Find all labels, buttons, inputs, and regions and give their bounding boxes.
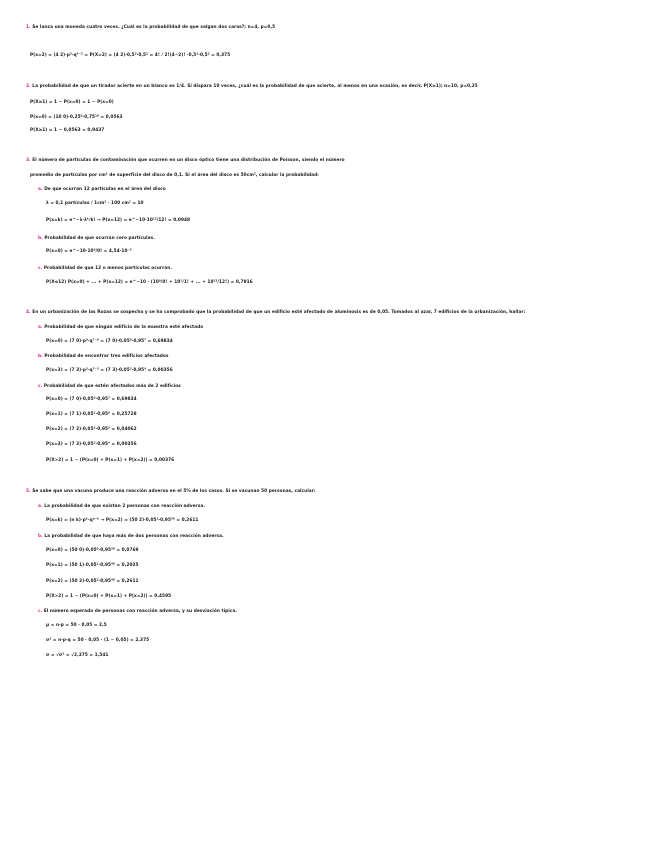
problem-4-statement <box>26 310 525 316</box>
problem-4b-prompt <box>38 354 169 360</box>
problem-4b-letter: b. <box>38 354 43 359</box>
problem-5-statement <box>26 489 316 495</box>
problem-5c-line-2: σ² = n·p·q = 50 · 0,05 · (1 − 0,05) = 2,375 <box>46 638 150 643</box>
problem-3b-prompt <box>38 236 155 242</box>
problem-5a-line-1: P(x=k) = (n k)·pᵏ·qⁿ⁻ᵏ → P(x=2) = (50 2)·0,05²·0,95⁴⁸ = 0,2611 <box>46 518 199 523</box>
problem-4a-text: Probabilidad de que ningún edificio de la muestra esté afectado <box>44 325 204 330</box>
problem-5b-letter: b. <box>38 534 43 539</box>
problem-3-number: 3. <box>26 158 31 163</box>
problem-3-statement-cont: promedio de partículas por cm² de superficie del disco de 0,1. Si el área del disco es 50cm², calcular la probabilidad: <box>30 173 320 178</box>
problem-3-statement <box>26 158 345 164</box>
problem-5-number: 5. <box>26 489 31 494</box>
problem-5b-prompt <box>38 534 224 540</box>
problem-3b-text: Probabilidad de que ocurran cero partículas. <box>44 236 155 241</box>
problem-5c-letter: c. <box>38 609 43 614</box>
problem-1-line-1: P(x=2) = (4 2)·p²·q⁴⁻² = P(X=2) = (4 2)·0,5²·0,5² = 4! / 2!(4−2)! ·0,5²·0,5² = 0,375 <box>30 53 231 58</box>
problem-5a-prompt <box>38 504 205 510</box>
problem-3a-line-1: λ = 0,1 partículas / 1cm² · 100 cm² = 10 <box>46 201 144 206</box>
problem-4a-letter: a. <box>38 325 43 330</box>
problem-3c-line-1: P(X≤12) P(x=0) + ... + P(x=12) = e^−10 · (10⁰/0! + 10¹/1! + ... + 10¹²/12!) = 0,7916 <box>46 280 253 285</box>
problem-1-statement <box>26 25 275 31</box>
problem-5c-text: El número esperado de personas con reacción adversa, y su desviación típica. <box>43 609 237 614</box>
problem-3-text: El número de partículas de contaminación que ocurren en un disco óptico tiene una distribución de Poisson, siendo el número <box>32 158 345 163</box>
problem-5b-line-1: P(x=0) = (50 0)·0,05⁰·0,95⁵⁰ = 0,0769 <box>46 548 139 553</box>
problem-2-text: La probabilidad de que un tirador acierte en un blanco es 1/4. Si dispara 10 veces, ¿cuál es la probabilidad de que acierte, al menos en una ocasión, es decir, P(X≥1); n=10, p=0,25 <box>32 84 478 89</box>
problem-4-text: En un urbanización de las Rozas se sospecha y se ha comprobado que la probabilidad de que un edificio esté afectado de aluminosis es de 0,05. Tomados al azar, 7 edificios de la urbanización, hallar: <box>32 310 526 315</box>
problem-4c-line-2: P(x=1) = (7 1)·0,05¹·0,95⁶ = 0,25728 <box>46 412 137 417</box>
problem-5a-text: La probabilidad de que existan 2 personas con reacción adversa. <box>44 504 205 509</box>
problem-4c-letter: c. <box>38 384 43 389</box>
problem-3b-letter: b. <box>38 236 43 241</box>
problem-5b-line-3: P(x=2) = (50 2)·0,05²·0,95⁴⁸ = 0,2611 <box>46 579 139 584</box>
problem-3c-letter: c. <box>38 266 43 271</box>
problem-3c-text: Probabilidad de que 12 o menos partículas ocurran. <box>43 266 173 271</box>
problem-1-text: Se lanza una moneda cuatro veces. ¿Cuál es la probabilidad de que salgan dos caras?; n=4, p=0,5 <box>32 25 276 30</box>
problem-2-line-2: P(x=0) = (10 0)·0,25⁰·0,75¹⁰ = 0,0563 <box>30 115 123 120</box>
problem-5b-line-4: P(X>2) = 1 − (P(x=0) + P(x=1) + P(x=2)) = 0,4595 <box>46 594 172 599</box>
problem-4c-prompt <box>38 384 181 390</box>
problem-4b-line-1: P(x=3) = (7 3)·p³·q⁷⁻³ = (7 3)·0,05³·0,95⁴ = 0,00356 <box>46 368 173 373</box>
problem-4c-line-4: P(x=3) = (7 3)·0,05³·0,95⁴ = 0,00356 <box>46 442 137 447</box>
problem-4c-text: Probabilidad de que estén afectados más de 2 edificios <box>43 384 181 389</box>
problem-3a-line-2: P(x=k) = e^−λ·λᵏ/k! → P(x=12) = e^−10·10¹²/12! = 0,0948 <box>46 218 191 223</box>
problem-5b-line-2: P(x=1) = (50 1)·0,05¹·0,95⁴⁹ = 0,2025 <box>46 563 139 568</box>
problem-1-number: 1. <box>26 25 31 30</box>
problem-4a-prompt <box>38 325 203 331</box>
problem-3a-prompt <box>38 187 166 193</box>
problem-2-line-1: P(X≥1) = 1 − P(x=0) = 1 − P(x=0) <box>30 100 114 105</box>
problem-4c-line-1: P(x=0) = (7 0)·0,05⁰·0,95⁷ = 0,69834 <box>46 397 137 402</box>
problem-5c-prompt <box>38 609 237 615</box>
problem-4c-line-5: P(X>2) = 1 − (P(x=0) + P(x=1) + P(x=2)) = 0,00376 <box>46 458 175 463</box>
problem-5c-line-3: σ = √σ² = √2,375 = 1,541 <box>46 653 109 658</box>
problem-3c-prompt <box>38 266 172 272</box>
problem-4b-text: Probabilidad de encontrar tres edificios afectados <box>44 354 169 359</box>
problem-3b-line-1: P(x=0) = e^−10·10⁰/0! = 4,54·10⁻⁵ <box>46 249 132 254</box>
problem-3a-letter: a. <box>38 187 43 192</box>
problem-3a-text: De que ocurran 12 partículas en el área del disco <box>44 187 166 192</box>
problem-5c-line-1: μ = n·p = 50 · 0,05 = 2,5 <box>46 623 107 628</box>
problem-2-statement <box>26 84 478 90</box>
problem-2-line-3: P(X≥1) = 1 − 0,0563 = 0,9437 <box>30 128 105 133</box>
problem-5-text: Se sabe que una vacuna produce una reacción adversa en el 5% de los casos. Si se vacunan 50 personas, calcular: <box>32 489 316 494</box>
problem-5b-text: La probabilidad de que haya más de dos personas con reacción adversa. <box>44 534 224 539</box>
problem-5a-letter: a. <box>38 504 43 509</box>
problem-4c-line-3: P(x=2) = (7 2)·0,05²·0,95⁵ = 0,04062 <box>46 427 137 432</box>
problem-4-number: 4. <box>26 310 31 315</box>
problem-2-number: 2. <box>26 84 31 89</box>
problem-4a-line-1: P(x=0) = (7 0)·p⁰·q⁷⁻⁰ = (7 0)·0,05⁰·0,95⁷ = 0,69834 <box>46 339 173 344</box>
